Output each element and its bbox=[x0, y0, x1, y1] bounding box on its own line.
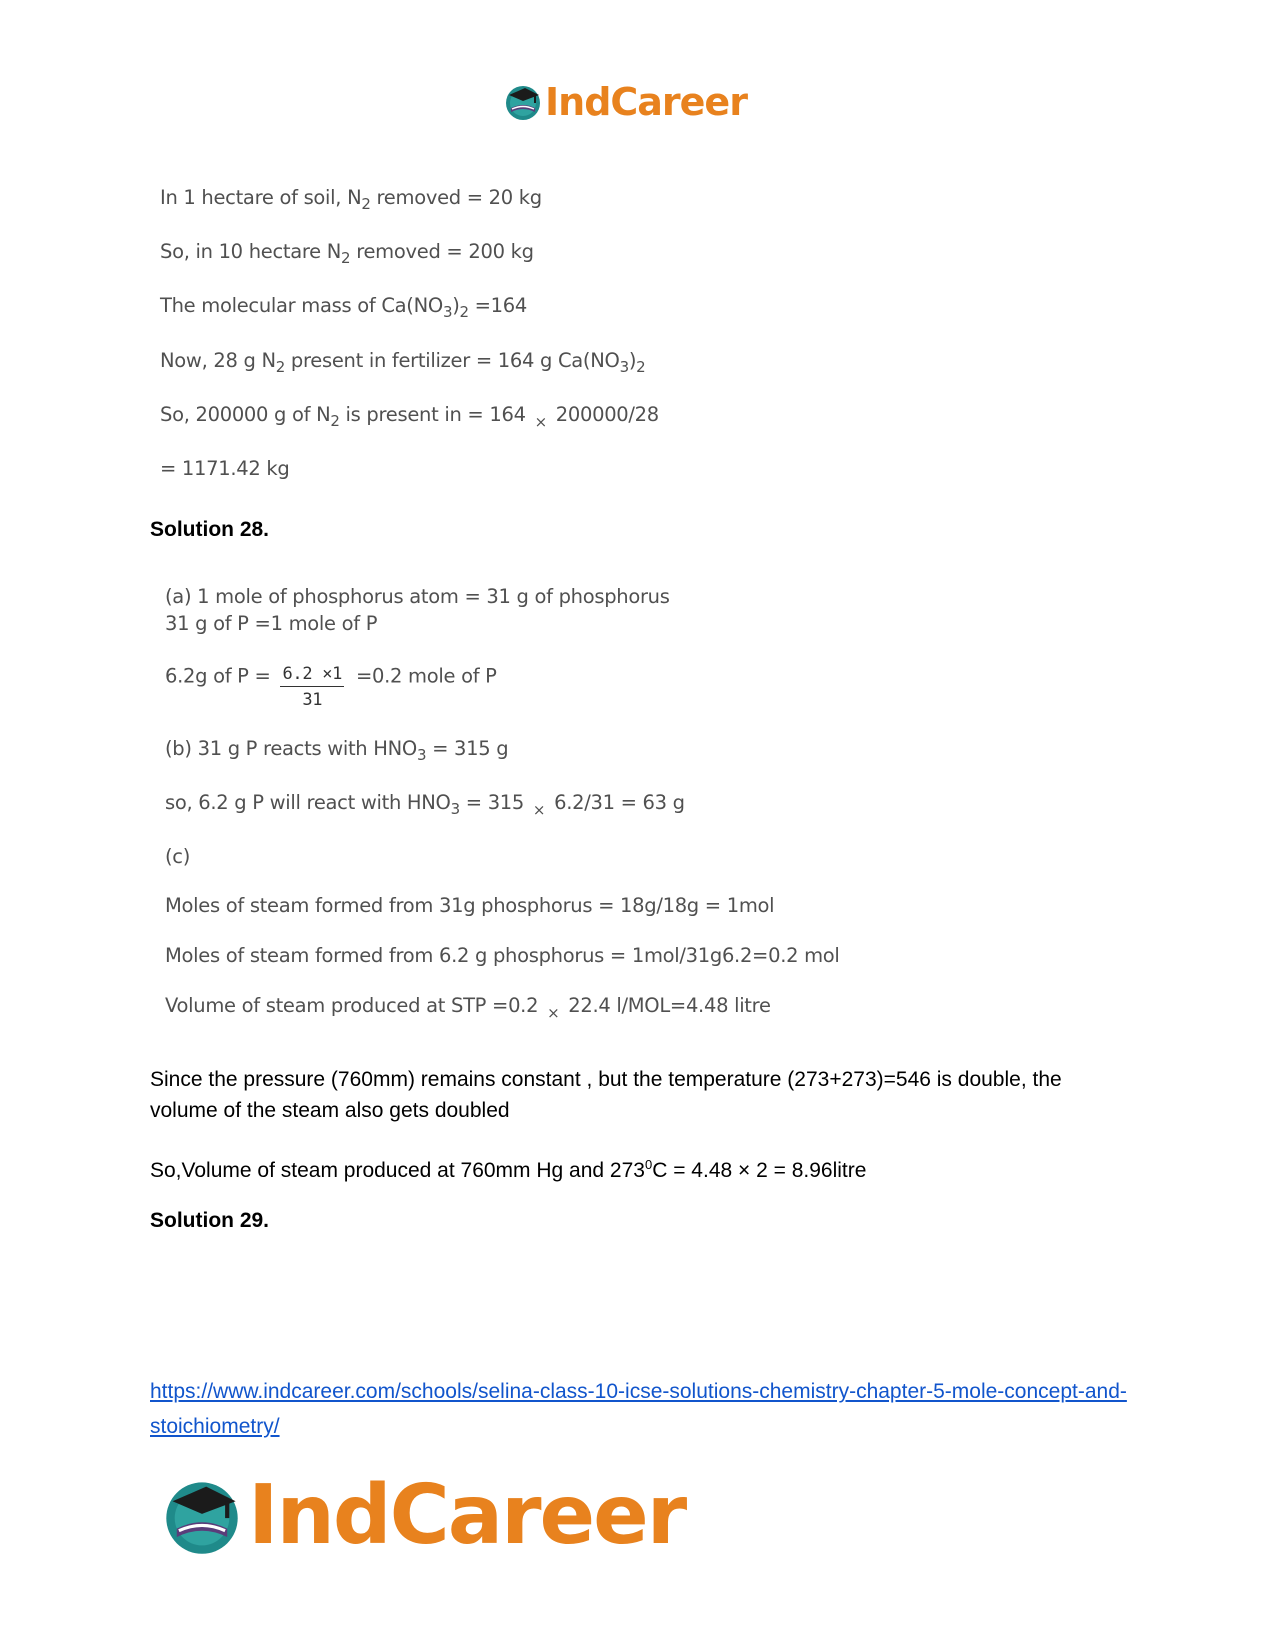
line-n2-removed-1-hectare: In 1 hectare of soil, $N_2$ removed = 20 kg bbox=[160, 186, 542, 213]
indcareer-logo-top bbox=[503, 80, 747, 124]
line-b-react: so, 6.2 g P will react with $HNO_3 = 315$ $_\times$ 6.2/31 = 63 g bbox=[165, 791, 685, 819]
graduation-cap-book-icon bbox=[160, 1474, 244, 1558]
line-a-fraction: 6.2g of P = $\frac{6.2 \times 1}{31}$ =0.2 mole of P bbox=[165, 664, 497, 710]
line-c-moles-31g: Moles of steam formed from 31g phosphorus = 18g/18g = 1mol bbox=[165, 894, 775, 917]
line-c-moles-6g: Moles of steam formed from 6.2 g phosphorus = 1mol/31g6.2=0.2 mol bbox=[165, 944, 840, 967]
fraction: $\frac{6.2 \times 1}{31}$ bbox=[282, 664, 343, 710]
line-c-label: (c) bbox=[165, 845, 191, 868]
indcareer-logo-bottom bbox=[160, 1468, 685, 1563]
line-a-31g-p: 31 g of P =1 mole of P bbox=[165, 612, 378, 635]
line-molecular-mass: The molecular mass of $Ca(NO_3)_2 =164$ bbox=[160, 294, 528, 321]
brand-name: IndCareer bbox=[545, 80, 747, 124]
paragraph-pressure-constant: Since the pressure (760mm) remains constant , but the temperature (273+273)=546 is double, the volume of the steam also gets doubled bbox=[150, 1068, 1062, 1122]
line-c-volume-stp: Volume of steam produced at STP =0.2 $_\times$ 22.4 l/MOL=4.48 litre bbox=[165, 994, 771, 1022]
line-result-kg: = 1171.42 kg bbox=[160, 457, 290, 480]
brand-name: IndCareer bbox=[248, 1468, 686, 1563]
graduation-cap-book-icon bbox=[503, 82, 543, 122]
solution-28-heading: Solution 28. bbox=[150, 518, 270, 541]
line-n2-removed-10-hectare: So, in 10 hectare $N_2$ removed = 200 kg bbox=[160, 240, 534, 267]
line-n2-in-fertilizer: Now, 28 g $N_2$ present in fertilizer = 164 g $Ca(NO_3)_2$ bbox=[160, 349, 646, 376]
line-200000g-n2: So, 200000 g of $N_2$ is present in = 164 $_\times$ 200000/28 bbox=[160, 403, 659, 431]
paragraph-volume-result: So,Volume of steam produced at 760mm Hg and $273^0C = 4.48 \times 2$ = 8.96litre bbox=[150, 1157, 867, 1182]
footer-url-link[interactable]: https://www.indcareer.com/schools/selina-class-10-icse-solutions-chemistry-chapter-5-mole-concept-and-stoichiometry/ bbox=[150, 1380, 1127, 1438]
line-a-mole-phosphorus: (a) 1 mole of phosphorus atom = 31 g of phosphorus bbox=[165, 585, 670, 608]
line-b-hno3: (b) 31 g P reacts with $HNO_3 = 315$ g bbox=[165, 737, 509, 764]
solution-29-heading: Solution 29. bbox=[150, 1209, 270, 1232]
